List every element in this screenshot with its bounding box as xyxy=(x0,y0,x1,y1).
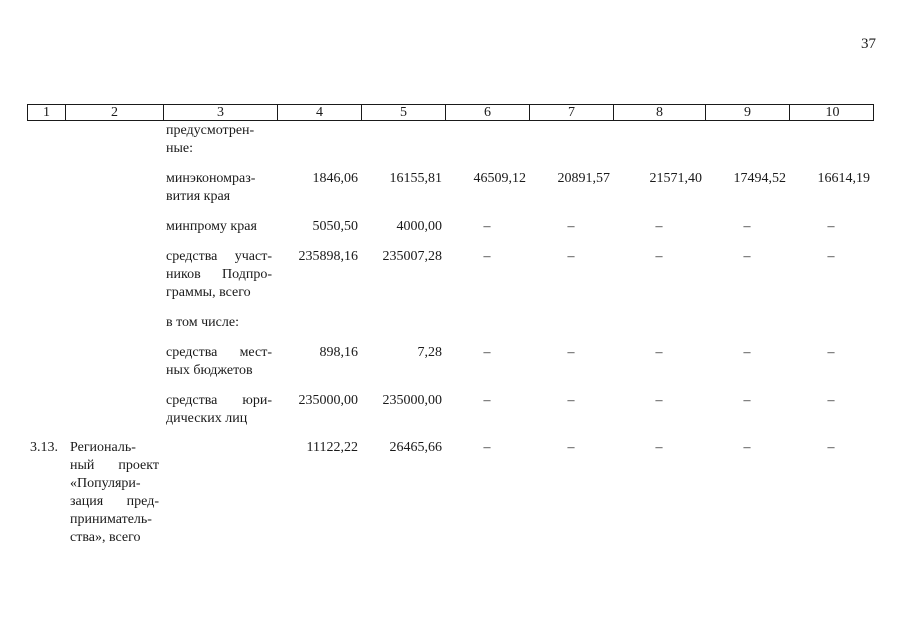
value-col-10: 16614,19 xyxy=(817,171,870,186)
value-col-6: – xyxy=(483,249,491,264)
value-col-4: 235000,00 xyxy=(298,393,358,408)
header-cell-2: 2 xyxy=(66,105,164,120)
value-col-8: – xyxy=(655,219,663,234)
value-col-4: 898,16 xyxy=(319,345,358,360)
row-label-line: ных бюджетов xyxy=(166,363,253,378)
header-cell-9: 9 xyxy=(706,105,790,120)
value-col-6: 46509,12 xyxy=(473,171,526,186)
value-col-10: – xyxy=(827,393,835,408)
value-col-8: – xyxy=(655,345,663,360)
header-cell-10: 10 xyxy=(825,105,840,120)
row-label-line: предусмотрен- xyxy=(166,123,255,138)
value-col-7: – xyxy=(567,219,575,234)
row-label-line: дических лиц xyxy=(166,411,248,426)
header-cell-3: 3 xyxy=(164,105,278,120)
value-col-5: 235000,00 xyxy=(382,393,442,408)
value-col-5: 26465,66 xyxy=(389,440,442,455)
value-col-10: – xyxy=(827,249,835,264)
row-label-line: минпрому края xyxy=(166,219,257,234)
row-label-line: граммы, всего xyxy=(166,285,251,300)
value-col-5: 4000,00 xyxy=(396,219,442,234)
row-label-line: в том числе: xyxy=(166,315,239,330)
value-col-5: 235007,28 xyxy=(382,249,442,264)
value-col-10: – xyxy=(827,440,835,455)
row-title-line: зация пред- xyxy=(70,494,159,509)
value-col-9: – xyxy=(743,393,751,408)
value-col-6: – xyxy=(483,345,491,360)
header-cell-4: 4 xyxy=(278,105,362,120)
row-title-line: приниматель- xyxy=(70,512,152,527)
row-label-line: вития края xyxy=(166,189,231,204)
header-cell-6: 6 xyxy=(446,105,530,120)
row-number: 3.13. xyxy=(30,440,58,455)
value-col-9: – xyxy=(743,249,751,264)
value-col-6: – xyxy=(483,219,491,234)
value-col-8: – xyxy=(655,393,663,408)
header-cell-7: 7 xyxy=(530,105,614,120)
value-col-7: – xyxy=(567,393,575,408)
value-col-9: 17494,52 xyxy=(733,171,786,186)
row-title-line: ный проект xyxy=(70,458,159,473)
value-col-6: – xyxy=(483,393,491,408)
value-col-9: – xyxy=(743,345,751,360)
row-title-line: ства», всего xyxy=(70,530,141,545)
value-col-9: – xyxy=(743,219,751,234)
value-col-5: 16155,81 xyxy=(389,171,442,186)
value-col-4: 1846,06 xyxy=(312,171,358,186)
row-label-line: ников Подпро- xyxy=(166,267,272,282)
value-col-7: – xyxy=(567,440,575,455)
row-label-line: минэкономраз- xyxy=(166,171,256,186)
row-label-line: ные: xyxy=(166,141,194,156)
header-cell-5: 5 xyxy=(362,105,446,120)
value-col-8: 21571,40 xyxy=(649,171,702,186)
header-cell-8: 8 xyxy=(614,105,706,120)
value-col-10: – xyxy=(827,219,835,234)
value-col-7: – xyxy=(567,345,575,360)
value-col-8: – xyxy=(655,440,663,455)
value-col-9: – xyxy=(743,440,751,455)
row-label-line: средства мест- xyxy=(166,345,272,360)
header-cell-1: 1 xyxy=(28,105,66,120)
value-col-7: 20891,57 xyxy=(557,171,610,186)
row-label-line: средства юри- xyxy=(166,393,272,408)
value-col-4: 5050,50 xyxy=(312,219,358,234)
value-col-4: 11122,22 xyxy=(306,440,358,455)
table-header-row xyxy=(27,104,874,121)
value-col-8: – xyxy=(655,249,663,264)
page-number: 37 xyxy=(861,36,876,52)
row-title-line: «Популяри- xyxy=(70,476,141,491)
value-col-10: – xyxy=(827,345,835,360)
value-col-6: – xyxy=(483,440,491,455)
row-label-line: средства участ- xyxy=(166,249,272,264)
value-col-5: 7,28 xyxy=(417,345,442,360)
row-title-line: Региональ- xyxy=(70,440,136,455)
value-col-4: 235898,16 xyxy=(298,249,358,264)
value-col-7: – xyxy=(567,249,575,264)
